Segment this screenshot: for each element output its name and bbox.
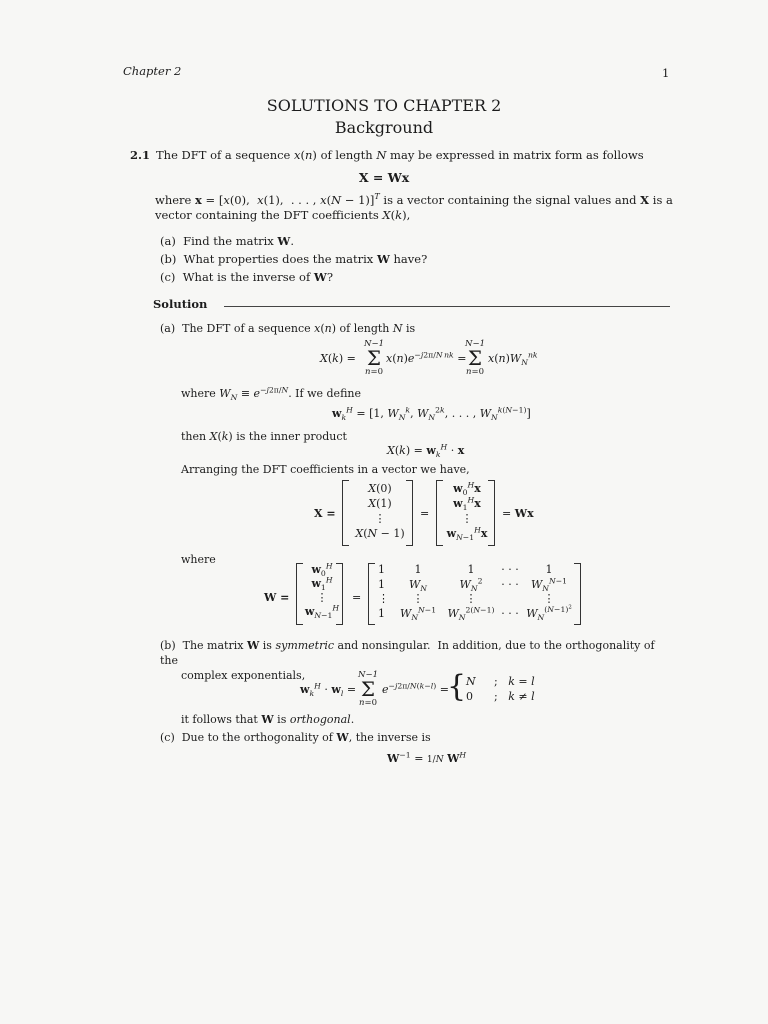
where-paragraph: where x = [x(0), x(1), . . . , x(N − 1)]$^T$ is a vector containing the signal values and X is a vector containing the DFT coefficients X(k), xyxy=(155,192,673,222)
matrix-W-col4: 1 $W_N^{N-1}$ ⋮ $W_N^{(N-1)^2}$ xyxy=(526,563,572,622)
eq-ortho-lhs: $w_k^H \cdot w_l$ = xyxy=(300,681,357,699)
vec-wx-entries: $w_0^Hx$ $w_1^Hx$ ⋮ $w_{N-1}^Hx$ xyxy=(446,480,488,543)
eq-dft-term1: $x(n)e^{-j2\pi/N nk}$ = xyxy=(386,350,467,365)
eq-wx-result: = Wx xyxy=(502,507,534,520)
eq-ortho-term: $e^{-j2\pi/N(k-l)}$ = xyxy=(382,681,449,696)
brace-left: { xyxy=(447,669,467,704)
vec-X-label: X = xyxy=(314,507,336,520)
solution-heading: Solution xyxy=(153,297,208,311)
matrix-W-rows: $w_0^H$ $w_1^H$ ⋮ $w_{N-1}^H$ xyxy=(304,561,340,621)
matrix-W-label: W = xyxy=(264,591,290,604)
matrix-W-col1: 1 1 ⋮ 1 xyxy=(378,563,389,620)
solution-b-text: (b) The matrix W is symmetric and nonsingular. In addition, due to the orthogonality of the complex exponentials, xyxy=(160,639,655,682)
bracket-right-4 xyxy=(574,563,581,625)
part-a: (a) Find the matrix W. xyxy=(160,234,294,248)
eq-dft: X(k) = xyxy=(320,352,356,365)
then-line: then X(k) is the inner product xyxy=(181,430,347,443)
eq-inner: $X(k) = w_k^H \cdot x$ xyxy=(387,442,465,460)
matrix-W-col2: 1 $W_N$ ⋮ $W_N^{N-1}$ xyxy=(400,563,437,622)
problem-intro: The DFT of a sequence x(n) of length N may be expressed in matrix form as follows xyxy=(156,148,644,162)
follows-line: it follows that W is orthogonal. xyxy=(181,713,355,726)
sum-symbol-2: N−1 Σ n=0 xyxy=(465,339,485,377)
vec-X-entries: X(0) X(1) ⋮ X(N − 1) xyxy=(355,482,405,540)
part-b: (b) What properties does the matrix W have? xyxy=(160,252,428,266)
solution-rule xyxy=(224,306,670,307)
page-subtitle: Background xyxy=(334,118,434,137)
eq-ortho-conds: ; k = l ; k ≠ l xyxy=(494,675,535,703)
part-c: (c) What is the inverse of W? xyxy=(160,270,333,284)
chapter-header: Chapter 2 xyxy=(123,64,182,78)
bracket-left-4 xyxy=(368,563,375,625)
where-line: where xyxy=(181,553,216,566)
problem-number: 2.1 xyxy=(130,148,151,162)
bracket-right-2 xyxy=(488,480,495,546)
page-number: 1 xyxy=(662,66,670,80)
matrix-W-col3: 1 $W_N^2$ ⋮ $W_N^{2(N-1)}$ xyxy=(447,563,495,622)
eq-sign-2: = xyxy=(352,591,362,604)
sum-symbol-3: N−1 Σ n=0 xyxy=(358,670,378,708)
eq-ortho-cases: N 0 xyxy=(466,675,476,703)
eq-dft-term2: $x(n)W_N^{nk}$ xyxy=(488,350,538,368)
matrix-W-dots: · · · · · · · · · xyxy=(501,563,519,620)
eq-inverse: $W^{-1} = 1/N$ $W^H$ xyxy=(387,750,467,765)
arranging-line: Arranging the DFT coefficients in a vector we have, xyxy=(181,463,470,476)
solution-a-intro: (a) The DFT of a sequence x(n) of length N is xyxy=(160,322,416,335)
page-title: SOLUTIONS TO CHAPTER 2 xyxy=(266,96,502,115)
bracket-right-1 xyxy=(406,480,413,546)
where-wn: where $W_N \equiv e^{-j2\pi/N}$. If we define xyxy=(181,385,361,403)
equation-xwx: X = Wx xyxy=(358,170,410,185)
solution-c-text: (c) Due to the orthogonality of W, the inverse is xyxy=(160,731,431,744)
eq-sign-1: = xyxy=(420,507,430,520)
eq-wk: $w_k^H = [1$, $W_N^k$, $W_N^{2k}$, . . . , $W_N^{k(N-1)}$] xyxy=(332,405,531,423)
bracket-right-3 xyxy=(336,563,343,625)
sum-symbol-1: N−1 Σ n=0 xyxy=(364,339,384,377)
